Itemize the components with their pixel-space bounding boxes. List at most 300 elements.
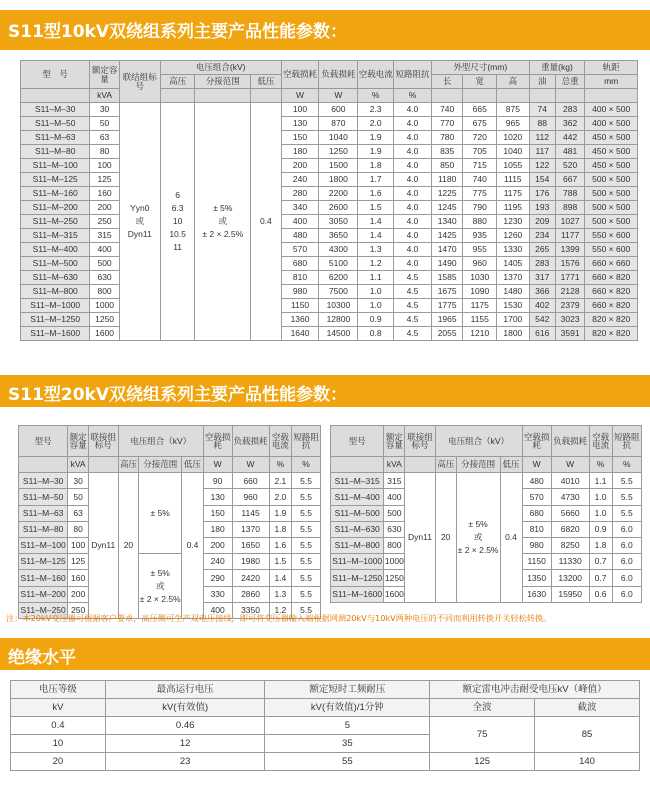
tap-cell-line: 或 xyxy=(218,216,228,226)
data-cell: 3650 xyxy=(319,229,358,243)
data-cell: 2420 xyxy=(232,570,269,586)
data-cell: 240 xyxy=(203,554,232,570)
data-cell: 4.0 xyxy=(394,215,432,229)
chopped-cell-10kv: 85 xyxy=(535,717,640,753)
data-cell: 1530 xyxy=(497,299,530,313)
level-cell: 10 xyxy=(11,735,106,753)
data-cell: 450 × 500 xyxy=(585,145,638,159)
data-cell: 770 xyxy=(431,117,463,131)
data-cell: 1245 xyxy=(431,201,463,215)
unit-cap: kVA xyxy=(68,457,89,473)
data-cell: 1230 xyxy=(497,215,530,229)
unit-u_w2: W xyxy=(232,457,269,473)
data-cell: 5.5 xyxy=(292,505,321,521)
unit-lv-blank xyxy=(251,89,281,103)
unit-mm: mm xyxy=(585,75,638,89)
model-cell: S11–M–800 xyxy=(21,285,90,299)
data-cell: 500 × 500 xyxy=(585,173,638,187)
model-cell: S11–M–1250 xyxy=(21,313,90,327)
data-cell: 265 xyxy=(529,243,555,257)
unit-blank xyxy=(88,457,118,473)
unit-u_pct2: % xyxy=(612,457,641,473)
data-cell: 5.5 xyxy=(292,473,321,489)
data-cell: 1500 xyxy=(319,159,358,173)
data-cell: 180 xyxy=(203,521,232,537)
data-cell: 820 × 820 xyxy=(585,327,638,341)
data-cell: 1405 xyxy=(497,257,530,271)
data-cell: 740 xyxy=(431,103,463,117)
data-cell: 4.5 xyxy=(394,299,432,313)
table-row xyxy=(21,159,638,173)
data-cell: 4010 xyxy=(551,473,589,489)
unit-model-blank xyxy=(21,89,90,103)
data-cell: 5.5 xyxy=(612,505,641,521)
col-model: 型号 xyxy=(19,426,68,457)
data-cell: 520 xyxy=(555,159,584,173)
model-cell: S11–M–630 xyxy=(21,271,90,285)
data-cell: 4300 xyxy=(319,243,358,257)
unit-cap: kVA xyxy=(384,457,405,473)
data-cell: 240 xyxy=(281,173,319,187)
data-cell: 234 xyxy=(529,229,555,243)
data-cell: 1800 xyxy=(497,327,530,341)
unit-u_w2: W xyxy=(319,89,358,103)
data-cell: 130 xyxy=(203,489,232,505)
data-cell: 775 xyxy=(463,187,497,201)
data-cell: 1150 xyxy=(522,554,551,570)
data-cell: 1480 xyxy=(497,285,530,299)
model-cell: S11–M–1000 xyxy=(331,554,384,570)
data-cell: 1020 xyxy=(497,131,530,145)
unit-blank xyxy=(529,89,555,103)
table-row xyxy=(21,285,638,299)
data-cell: 193 xyxy=(529,201,555,215)
data-cell: 600 xyxy=(319,103,358,117)
data-cell: 2.0 xyxy=(358,117,394,131)
section2-banner xyxy=(0,375,650,407)
conn-cell-line: Dyn11 xyxy=(127,229,152,239)
conn-cell-line: Yyn0 xyxy=(130,203,150,213)
unit-u_pct2: % xyxy=(292,457,321,473)
short-cell: 55 xyxy=(265,753,430,771)
data-cell: 660 × 820 xyxy=(585,299,638,313)
unit-blank xyxy=(555,89,584,103)
model-cell: S11–M–400 xyxy=(21,243,90,257)
s11-20kv-table-right xyxy=(330,425,642,603)
data-cell: 5.5 xyxy=(292,570,321,586)
unit-len: 长 xyxy=(431,75,463,89)
unit-hv-blank xyxy=(160,89,195,103)
s11-20kv-table-left xyxy=(18,425,321,619)
data-cell: 665 xyxy=(463,103,497,117)
data-cell: 7500 xyxy=(319,285,358,299)
model-cell: S11–M–80 xyxy=(21,145,90,159)
data-cell: 1.6 xyxy=(269,537,292,553)
data-cell: 1040 xyxy=(319,131,358,145)
tap-cell xyxy=(139,473,182,554)
data-cell: 1055 xyxy=(497,159,530,173)
data-cell: 1576 xyxy=(555,257,584,271)
unit-tap-blank xyxy=(195,89,251,103)
col-hv: 高压 xyxy=(160,75,195,89)
data-cell: 1.6 xyxy=(358,187,394,201)
col-short: 额定短时工频耐压 xyxy=(265,681,430,699)
tap-cell-line: ± 2 × 2.5% xyxy=(457,544,499,555)
data-cell: 1090 xyxy=(463,285,497,299)
table-row xyxy=(21,117,638,131)
unit-blank xyxy=(585,89,638,103)
data-cell: 2.0 xyxy=(269,489,292,505)
data-cell: 362 xyxy=(555,117,584,131)
data-cell: 6.0 xyxy=(612,521,641,537)
data-cell: 1.3 xyxy=(358,243,394,257)
unit-blank xyxy=(463,89,497,103)
model-cell: S11–M–400 xyxy=(331,489,384,505)
data-cell: 1225 xyxy=(431,187,463,201)
table-row xyxy=(21,271,638,285)
data-cell: 980 xyxy=(522,537,551,553)
data-cell: 1.1 xyxy=(358,271,394,285)
table-row xyxy=(19,473,321,489)
section1-banner xyxy=(0,10,650,50)
data-cell: 1.5 xyxy=(269,554,292,570)
data-cell: 715 xyxy=(463,159,497,173)
col-tap: 分接范围 xyxy=(195,75,251,89)
data-cell: 660 × 820 xyxy=(585,271,638,285)
table-row xyxy=(21,173,638,187)
data-cell: 10300 xyxy=(319,299,358,313)
data-cell: 150 xyxy=(203,505,232,521)
col-lv: 低压 xyxy=(182,457,204,473)
data-cell: 6.0 xyxy=(612,554,641,570)
conn-cell: Dyn11 xyxy=(405,473,435,603)
data-cell: 11330 xyxy=(551,554,589,570)
capacity-cell: 50 xyxy=(68,489,89,505)
data-cell: 2200 xyxy=(319,187,358,201)
data-cell: 480 xyxy=(281,229,319,243)
unit-u_pct2: % xyxy=(394,89,432,103)
data-cell: 2.1 xyxy=(269,473,292,489)
tap-cell-line: ± 5% xyxy=(468,518,488,529)
model-cell: S11–M–100 xyxy=(19,537,68,553)
data-cell: 1155 xyxy=(463,313,497,327)
data-cell: 100 xyxy=(281,103,319,117)
data-cell: 1030 xyxy=(463,271,497,285)
unit-wid: 宽 xyxy=(463,75,497,89)
data-cell: 1370 xyxy=(232,521,269,537)
data-cell: 1.9 xyxy=(358,131,394,145)
data-cell: 5.5 xyxy=(612,473,641,489)
data-cell: 450 × 500 xyxy=(585,131,638,145)
capacity-cell: 80 xyxy=(68,521,89,537)
unit-u_pct1: % xyxy=(589,457,612,473)
data-cell: 5.5 xyxy=(292,537,321,553)
col-gauge: 轨距 xyxy=(585,61,638,75)
table-row xyxy=(21,243,638,257)
capacity-cell: 100 xyxy=(90,159,119,173)
lv-cell: 0.4 xyxy=(182,473,204,619)
data-cell: 1.4 xyxy=(358,215,394,229)
capacity-cell: 160 xyxy=(68,570,89,586)
capacity-cell: 800 xyxy=(90,285,119,299)
data-cell: 117 xyxy=(529,145,555,159)
col-imp: 短路阻抗 xyxy=(292,426,321,457)
table-row xyxy=(21,229,638,243)
model-cell: S11–M–200 xyxy=(19,586,68,602)
capacity-cell: 500 xyxy=(384,505,405,521)
data-cell: 550 × 600 xyxy=(585,229,638,243)
data-cell: 154 xyxy=(529,173,555,187)
model-cell: S11–M–160 xyxy=(19,570,68,586)
data-cell: 1771 xyxy=(555,271,584,285)
max-cell: 12 xyxy=(105,735,265,753)
capacity-cell: 30 xyxy=(68,473,89,489)
table-row xyxy=(21,145,638,159)
data-cell: 200 xyxy=(281,159,319,173)
data-cell: 1700 xyxy=(497,313,530,327)
model-cell: S11–M–1000 xyxy=(21,299,90,313)
model-cell: S11–M–800 xyxy=(331,537,384,553)
data-cell: 1585 xyxy=(431,271,463,285)
col-model: 型号 xyxy=(331,426,384,457)
data-cell: 1180 xyxy=(431,173,463,187)
model-cell: S11–M–250 xyxy=(21,215,90,229)
data-cell: 1175 xyxy=(497,187,530,201)
data-cell: 5.5 xyxy=(292,521,321,537)
data-cell: 400 × 500 xyxy=(585,117,638,131)
unit-u_w2: W xyxy=(551,457,589,473)
hv-cell-line: 6.3 xyxy=(171,203,184,213)
data-cell: 122 xyxy=(529,159,555,173)
data-cell: 283 xyxy=(529,257,555,271)
tap-cell xyxy=(139,554,182,619)
model-cell: S11–M–315 xyxy=(21,229,90,243)
model-cell: S11–M–160 xyxy=(21,187,90,201)
short-cell: 5 xyxy=(265,717,430,735)
data-cell: 980 xyxy=(281,285,319,299)
data-cell: 283 xyxy=(555,103,584,117)
data-cell: 675 xyxy=(463,117,497,131)
conn-cell xyxy=(119,103,160,341)
data-cell: 1250 xyxy=(319,145,358,159)
model-cell: S11–M–30 xyxy=(21,103,90,117)
lv-cell: 0.4 xyxy=(500,473,522,603)
data-cell: 5660 xyxy=(551,505,589,521)
data-cell: 4.5 xyxy=(394,285,432,299)
col-voltage: 电压组合（kV） xyxy=(118,426,203,457)
capacity-cell: 800 xyxy=(384,537,405,553)
capacity-cell: 125 xyxy=(90,173,119,187)
data-cell: 330 xyxy=(203,586,232,602)
data-cell: 481 xyxy=(555,145,584,159)
capacity-cell: 100 xyxy=(68,537,89,553)
data-cell: 176 xyxy=(529,187,555,201)
s11-10kv-table xyxy=(20,60,638,341)
model-cell: S11–M–125 xyxy=(21,173,90,187)
data-cell: 1330 xyxy=(497,243,530,257)
data-cell: 0.7 xyxy=(589,570,612,586)
col-hv: 高压 xyxy=(435,457,456,473)
table-row xyxy=(331,473,642,489)
capacity-cell: 200 xyxy=(68,586,89,602)
data-cell: 150 xyxy=(281,131,319,145)
data-cell: 1675 xyxy=(431,285,463,299)
data-cell: 550 × 600 xyxy=(585,243,638,257)
level-cell: 0.4 xyxy=(11,717,106,735)
table-row xyxy=(21,313,638,327)
capacity-cell: 1600 xyxy=(90,327,119,341)
col-voltage: 电压组合(kV) xyxy=(160,61,281,75)
unit-u_pct1: % xyxy=(269,457,292,473)
col-hv: 高压 xyxy=(118,457,139,473)
unit-total: 总重 xyxy=(555,75,584,89)
data-cell: 4.0 xyxy=(394,117,432,131)
data-cell: 616 xyxy=(529,327,555,341)
capacity-cell: 30 xyxy=(90,103,119,117)
data-cell: 450 × 500 xyxy=(585,159,638,173)
tap-cell-line: 或 xyxy=(473,531,483,542)
capacity-cell: 630 xyxy=(384,521,405,537)
col-max: 最高运行电压 xyxy=(105,681,265,699)
data-cell: 1470 xyxy=(431,243,463,257)
data-cell: 4.0 xyxy=(394,145,432,159)
data-cell: 1360 xyxy=(281,313,319,327)
capacity-cell: 630 xyxy=(90,271,119,285)
data-cell: 660 × 660 xyxy=(585,257,638,271)
data-cell: 4730 xyxy=(551,489,589,505)
col-noload: 空载损耗 xyxy=(203,426,232,457)
model-cell: S11–M–315 xyxy=(331,473,384,489)
model-cell: S11–M–100 xyxy=(21,159,90,173)
level-cell: 20 xyxy=(11,753,106,771)
data-cell: 880 xyxy=(463,215,497,229)
capacity-cell: 160 xyxy=(90,187,119,201)
data-cell: 960 xyxy=(232,489,269,505)
capacity-cell: 50 xyxy=(90,117,119,131)
data-cell: 4.5 xyxy=(394,327,432,341)
col-tap: 分接范围 xyxy=(139,457,182,473)
data-cell: 1.8 xyxy=(589,537,612,553)
data-cell: 898 xyxy=(555,201,584,215)
capacity-cell: 400 xyxy=(90,243,119,257)
data-cell: 570 xyxy=(281,243,319,257)
data-cell: 5.5 xyxy=(292,554,321,570)
tap-cell-line: ± 5% xyxy=(150,507,170,518)
data-cell: 788 xyxy=(555,187,584,201)
data-cell: 5.5 xyxy=(292,489,321,505)
data-cell: 402 xyxy=(529,299,555,313)
data-cell: 1.1 xyxy=(589,473,612,489)
capacity-cell: 1250 xyxy=(90,313,119,327)
col-lv: 低压 xyxy=(251,75,281,89)
data-cell: 1.0 xyxy=(589,489,612,505)
data-cell: 3050 xyxy=(319,215,358,229)
unit-blank xyxy=(331,457,384,473)
hv-cell-line: 6 xyxy=(175,190,180,200)
data-cell: 4.0 xyxy=(394,103,432,117)
col-load: 负载损耗 xyxy=(319,61,358,89)
data-cell: 1399 xyxy=(555,243,584,257)
data-cell: 480 xyxy=(522,473,551,489)
short-cell: 35 xyxy=(265,735,430,753)
col-full: 全波 xyxy=(430,699,535,717)
unit-cap: kVA xyxy=(90,89,119,103)
hv-cell-line: 10.5 xyxy=(169,229,186,239)
data-cell: 0.9 xyxy=(358,313,394,327)
data-cell: 500 × 500 xyxy=(585,187,638,201)
col-noload: 空载损耗 xyxy=(281,61,319,89)
data-cell: 290 xyxy=(203,570,232,586)
hv-cell-line: 11 xyxy=(173,242,183,252)
data-cell: 870 xyxy=(319,117,358,131)
unit-blank xyxy=(431,89,463,103)
col-voltage: 电压组合（kV） xyxy=(435,426,522,457)
data-cell: 1.9 xyxy=(269,505,292,521)
data-cell: 1350 xyxy=(522,570,551,586)
conn-cell: Dyn11 xyxy=(88,473,118,619)
data-cell: 6200 xyxy=(319,271,358,285)
data-cell: 810 xyxy=(281,271,319,285)
col-lv: 低压 xyxy=(500,457,522,473)
chopped-cell-20kv: 140 xyxy=(535,753,640,771)
data-cell: 1.0 xyxy=(358,299,394,313)
data-cell: 0.7 xyxy=(589,554,612,570)
col-model: 型 号 xyxy=(21,61,90,89)
capacity-cell: 400 xyxy=(384,489,405,505)
table-row xyxy=(21,215,638,229)
data-cell: 88 xyxy=(529,117,555,131)
data-cell: 4.0 xyxy=(394,173,432,187)
data-cell: 1027 xyxy=(555,215,584,229)
unit-blank xyxy=(405,457,435,473)
data-cell: 4.5 xyxy=(394,271,432,285)
data-cell: 1175 xyxy=(463,299,497,313)
unit-u_w1: W xyxy=(522,457,551,473)
data-cell: 6.0 xyxy=(612,586,641,602)
model-cell: S11–M–63 xyxy=(19,505,68,521)
model-cell: S11–M–630 xyxy=(331,521,384,537)
col-conn: 联接组标号 xyxy=(405,426,435,457)
data-cell: 4.5 xyxy=(394,313,432,327)
table-row xyxy=(21,103,638,117)
col-level: 电压等级 xyxy=(11,681,106,699)
data-cell: 400 × 500 xyxy=(585,103,638,117)
data-cell: 15950 xyxy=(551,586,589,602)
data-cell: 112 xyxy=(529,131,555,145)
col-conn: 联结组标号 xyxy=(119,61,160,103)
data-cell: 4.0 xyxy=(394,159,432,173)
data-cell: 660 × 820 xyxy=(585,285,638,299)
data-cell: 200 xyxy=(203,537,232,553)
unit-max: kV(有效值) xyxy=(105,699,265,717)
tap-cell-line: ± 2 × 2.5% xyxy=(202,229,244,239)
capacity-cell: 80 xyxy=(90,145,119,159)
col-current: 空载电流 xyxy=(269,426,292,457)
data-cell: 1425 xyxy=(431,229,463,243)
data-cell: 720 xyxy=(463,131,497,145)
data-cell: 1775 xyxy=(431,299,463,313)
col-imp: 短路阻抗 xyxy=(612,426,641,457)
unit-hei: 高 xyxy=(497,75,530,89)
data-cell: 4.0 xyxy=(394,201,432,215)
data-cell: 1040 xyxy=(497,145,530,159)
data-cell: 1.4 xyxy=(358,229,394,243)
data-cell: 680 xyxy=(522,505,551,521)
col-chopped: 截波 xyxy=(535,699,640,717)
data-cell: 3023 xyxy=(555,313,584,327)
unit-level: kV xyxy=(11,699,106,717)
section3-banner xyxy=(0,638,650,670)
